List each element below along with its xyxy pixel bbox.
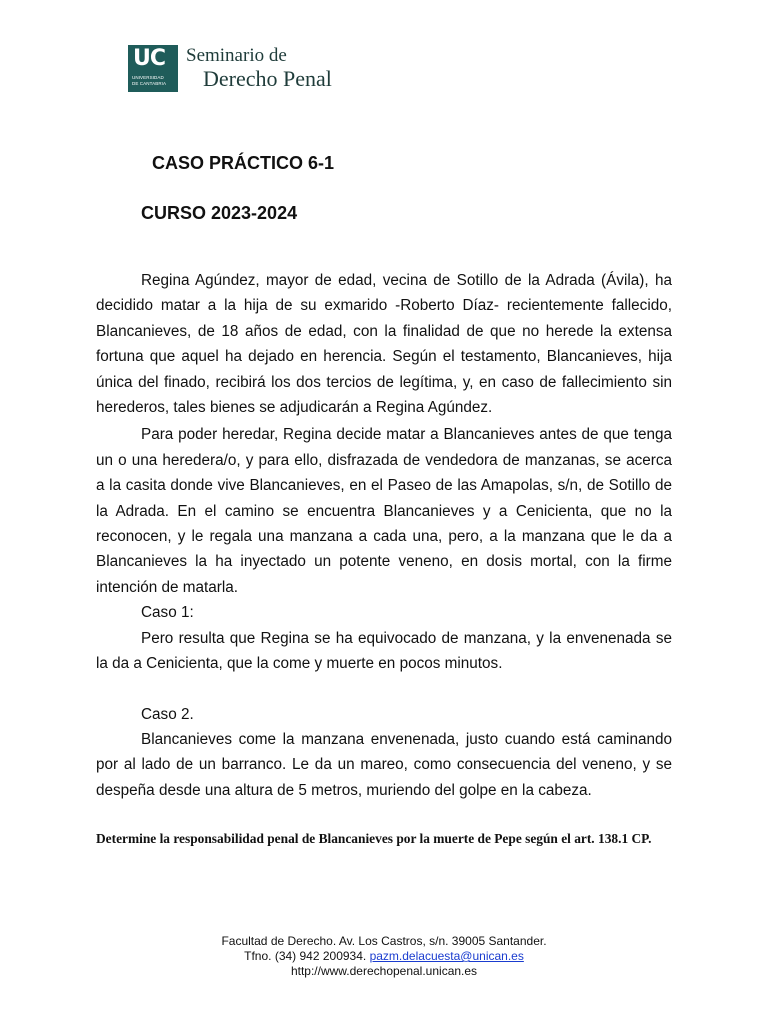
case-2-text: Blancanieves come la manzana envenenada, justo cuando está caminando por al lado de un barranco. Le da un mareo, como consecuencia del veneno, y se despeña desde una altura de 5 metros, muriendo del golpe en la cabeza. — [96, 730, 672, 799]
footer-phone: Tfno. (34) 942 200934. — [244, 949, 367, 963]
question: Determine la responsabilidad penal de Blancanieves por la muerte de Pepe según el art. 138.1 CP. — [96, 831, 652, 846]
paragraph-plan: Para poder heredar, Regina decide matar a Blancanieves antes de que tenga un o una heredera/o, y para ello, disfrazada de vendedora de manzanas, se acerca a la casita donde vive Blancanieves, en el Paseo de las Amapolas, s/n, de Sotillo de la Adrada. En el camino se encuentra Blancanieves y a Cenicienta, que no la reconocen, y le regala una manzana a cada una, pero, a la manzana que le da a Blancanieves la ha inyectado un potente veneno, en dosis mortal, con la firme intención de matarla. — [96, 426, 672, 596]
blank-line — [96, 677, 672, 702]
footer-email-link[interactable]: pazm.delacuesta@unican.es — [369, 949, 524, 963]
footer-contact — [0, 949, 768, 964]
uc-university-label: UNIVERSIDAD — [132, 74, 164, 80]
case-2-heading: Caso 2. — [141, 705, 194, 723]
case-title: CASO PRÁCTICO 6-1 — [152, 153, 335, 173]
footer-web[interactable]: http://www.derechopenal.unican.es — [290, 964, 478, 978]
footer-address: Facultad de Derecho. Av. Los Castros, s/n. 39005 Santander. — [221, 934, 547, 948]
uc-cantabria-label: DE CANTABRIA — [132, 80, 167, 86]
footer — [0, 934, 768, 979]
logo-wordmark — [183, 45, 332, 91]
case-1-text: Pero resulta que Regina se ha equivocado de manzana, y la envenenada se la da a Cenicienta, que la come y muerte en pocos minutos. — [96, 629, 672, 673]
course-title: CURSO 2023-2024 — [141, 203, 298, 223]
seminar-logo — [128, 44, 332, 92]
case-body — [96, 268, 672, 803]
uc-logo-mark — [128, 45, 178, 92]
case-1-heading: Caso 1: — [141, 604, 194, 622]
paragraph-intro: Regina Agúndez, mayor de edad, vecina de Sotillo de la Adrada (Ávila), ha decidido matar a la hija de su exmarido -Roberto Díaz- recientemente fallecido, Blancanieves, de 18 años de edad, con la finalidad de que no herede la extensa fortuna que aquel ha dejado en herencia. Según el testamento, Blancanieves, hija única del finado, recibirá los dos tercios de legítima, y, en caso de fallecimiento sin herederos, tales bienes se adjudicarán a Regina Agúndez. — [96, 272, 672, 417]
uc-letters: UC — [133, 45, 166, 71]
logo-line-2: Derecho Penal — [203, 66, 332, 91]
logo-line-1: Seminario de — [186, 45, 287, 66]
